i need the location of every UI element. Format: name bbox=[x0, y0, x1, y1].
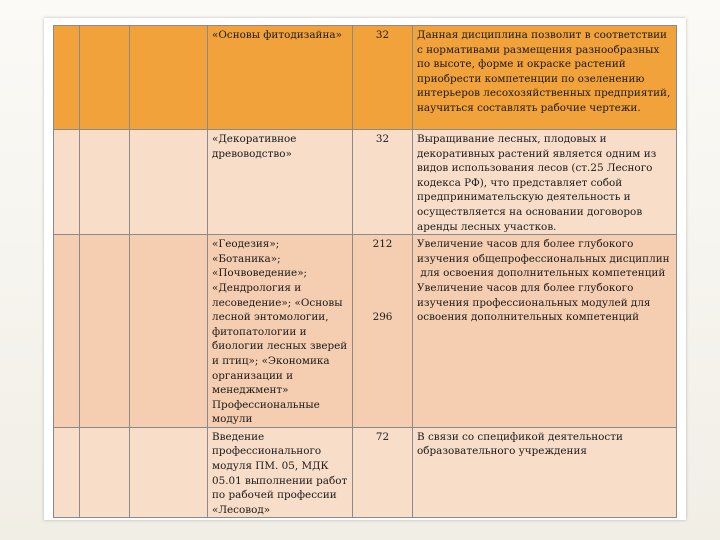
justification-line: Увеличение часов для более глубокого изучения профессиональных модулей для освоения дополнительных компетенций bbox=[417, 281, 651, 324]
curriculum-table bbox=[53, 25, 677, 518]
course-name-cell: «Основы фитодизайна» bbox=[208, 26, 353, 130]
empty-cell bbox=[54, 130, 80, 235]
justification-cell: В связи со спецификой деятельности образовательного учреждения bbox=[413, 427, 677, 518]
empty-cell bbox=[80, 130, 130, 235]
empty-cell bbox=[80, 235, 130, 428]
hours-value: 212 bbox=[372, 238, 393, 251]
justification-cell bbox=[413, 235, 677, 428]
course-name-cell: Введение профессионального модуля ПМ. 05, МДК 05.01 выполнении работ по рабочей профессии «Лесовод» bbox=[208, 427, 353, 518]
empty-cell bbox=[54, 235, 80, 428]
hours-cell: 32 bbox=[353, 130, 413, 235]
empty-cell bbox=[54, 26, 80, 130]
hours-cell: 32 bbox=[353, 26, 413, 130]
hours-cell: 72 bbox=[353, 427, 413, 518]
justification-line: для освоения дополнительных компетенций bbox=[417, 267, 666, 280]
table-row bbox=[54, 130, 677, 235]
empty-cell bbox=[130, 130, 208, 235]
empty-cell bbox=[130, 235, 208, 428]
justification-cell: Данная дисциплина позволит в соответствии с нормативами размещения разнообразных по высоте, форме и окраске растений приобрести компетенции по озеленению интерьеров лесохозяйственных предприятий, научиться составлять рабочие чертежи. bbox=[413, 26, 677, 130]
justification-cell: Выращивание лесных, плодовых и декоративных растений является одним из видов использования лесов (ст.25 Лесного кодекса РФ), что представляет собой предпринимательскую деятельность и осуществляется на основании договоров аренды лесных участков. bbox=[413, 130, 677, 235]
course-name-cell: «Геодезия»; «Ботаника»; «Почвоведение»; «Дендрология и лесоведение»; «Основы лесной энтомологии, фитопатологии и биологии лесных зверей и птиц»; «Экономика организации и менеджмент» Профессиональные модули bbox=[208, 235, 353, 428]
table-row bbox=[54, 235, 677, 428]
empty-cell bbox=[54, 427, 80, 518]
justification-line: Увеличение часов для более глубокого изучения общепрофессиональных дисциплин bbox=[417, 238, 670, 265]
hours-cell bbox=[353, 235, 413, 428]
empty-cell bbox=[130, 427, 208, 518]
empty-cell bbox=[80, 427, 130, 518]
course-name-cell: «Декоративное древоводство» bbox=[208, 130, 353, 235]
empty-cell bbox=[80, 26, 130, 130]
hours-value: 296 bbox=[372, 310, 393, 323]
empty-cell bbox=[130, 26, 208, 130]
table-row bbox=[54, 26, 677, 130]
table-row bbox=[54, 427, 677, 518]
